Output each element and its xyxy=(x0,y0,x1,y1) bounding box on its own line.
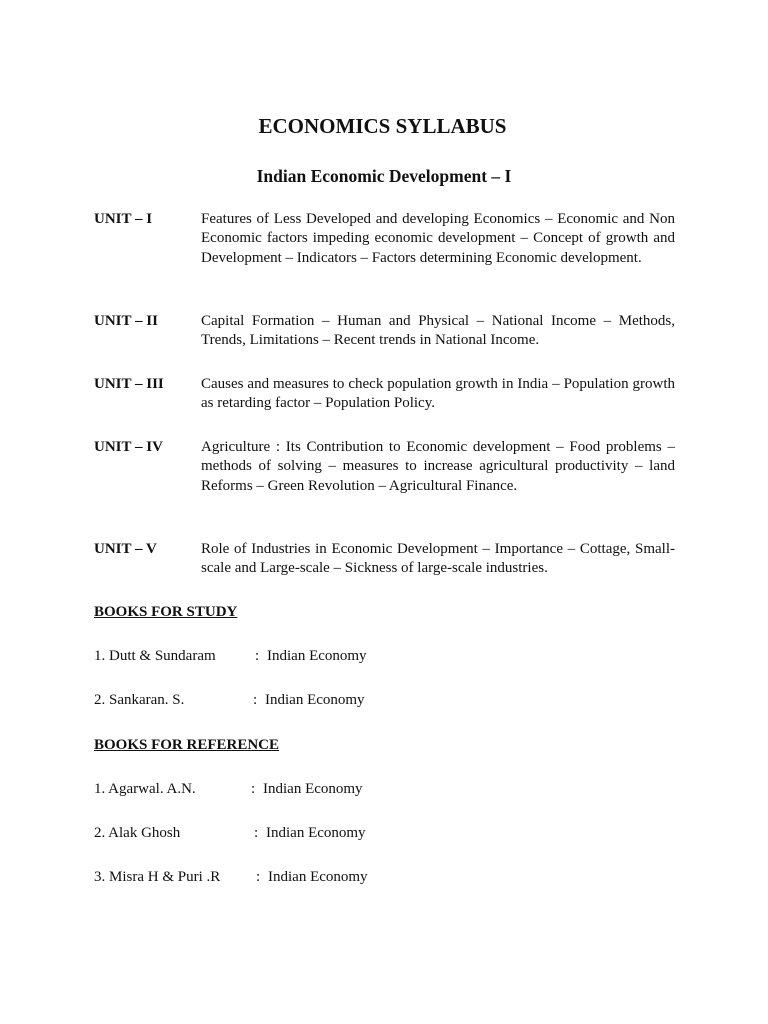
book-title: Indian Economy xyxy=(265,692,365,708)
unit-description: Capital Formation – Human and Physical – National Income – Methods, Trends, Limitations – Recent trends in National Income. xyxy=(201,313,675,349)
unit-description: Causes and measures to check population growth in India – Population growth as retarding factor – Population Policy. xyxy=(201,376,675,412)
unit-description: Agriculture : Its Contribution to Economic development – Food problems – methods of solving – measures to increase agricultural productivity – land Reforms – Green Revolution – Agricultural Finance. xyxy=(201,439,675,494)
book-author: 2. Alak Ghosh xyxy=(94,825,181,841)
unit-label: UNIT – III xyxy=(94,376,164,392)
book-title: Indian Economy xyxy=(263,781,363,797)
unit-label: UNIT – I xyxy=(94,211,153,227)
books-for-reference-heading: BOOKS FOR REFERENCE xyxy=(94,737,280,753)
unit-label: UNIT – II xyxy=(94,313,158,329)
unit-description: Role of Industries in Economic Development – Importance – Cottage, Small-scale and Large-scale – Sickness of large-scale industries. xyxy=(201,541,675,577)
book-separator: : xyxy=(254,825,259,841)
page-title: ECONOMICS SYLLABUS xyxy=(258,114,507,138)
unit-description: Features of Less Developed and developing Economics – Economic and Non Economic factors impeding economic development – Concept of growth and Development – Indicators – Factors determining Economic development. xyxy=(201,211,675,266)
book-separator: : xyxy=(253,692,258,708)
book-title: Indian Economy xyxy=(267,648,367,664)
book-separator: : xyxy=(255,648,260,664)
book-separator: : xyxy=(251,781,256,797)
book-author: 1. Dutt & Sundaram xyxy=(94,648,216,664)
book-author: 2. Sankaran. S. xyxy=(94,692,185,708)
books-for-study-heading: BOOKS FOR STUDY xyxy=(94,604,238,620)
unit-label: UNIT – V xyxy=(94,541,157,557)
book-author: 3. Misra H & Puri .R xyxy=(94,869,221,885)
book-separator: : xyxy=(256,869,261,885)
book-title: Indian Economy xyxy=(266,825,366,841)
page-subtitle: Indian Economic Development – I xyxy=(256,166,512,186)
unit-label: UNIT – IV xyxy=(94,439,163,455)
book-title: Indian Economy xyxy=(268,869,368,885)
book-author: 1. Agarwal. A.N. xyxy=(94,781,196,797)
